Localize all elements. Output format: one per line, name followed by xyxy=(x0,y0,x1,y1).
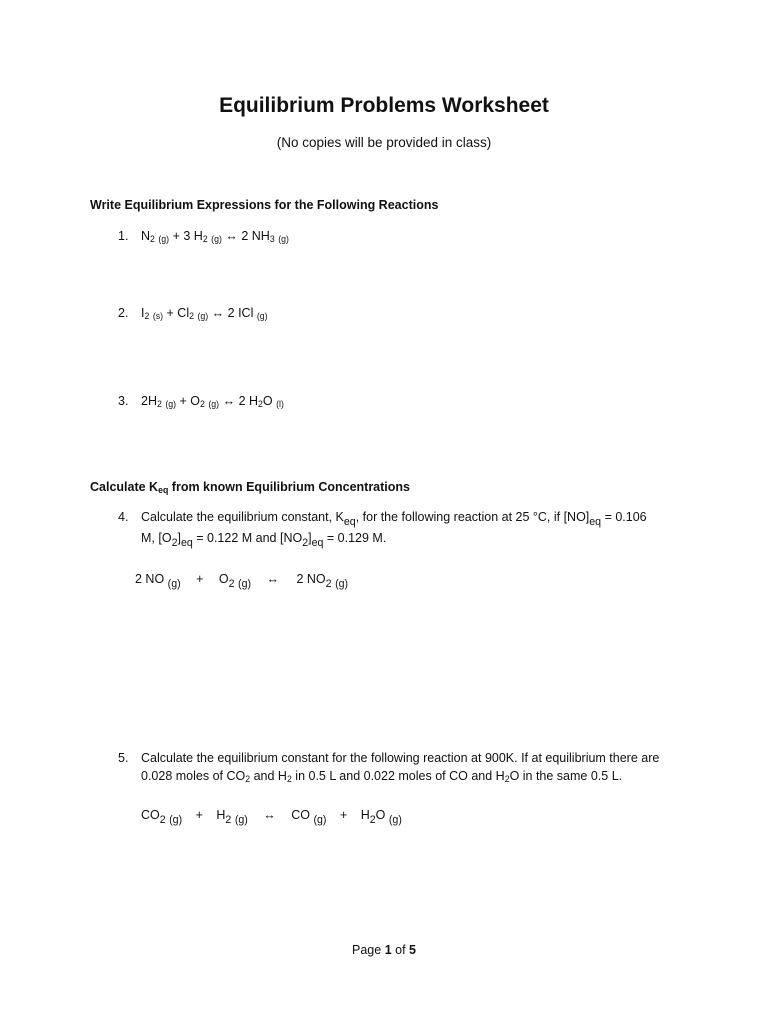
current-page-number: 1 xyxy=(384,943,392,957)
reactant-text: H xyxy=(216,808,226,822)
problem-number: 1. xyxy=(118,229,129,243)
problem-text: ] xyxy=(308,531,312,545)
phase-label: (g) xyxy=(256,311,268,321)
reaction-equation-3 xyxy=(141,394,284,408)
subscript: 2 xyxy=(200,399,205,409)
problem-4-line-1 xyxy=(141,510,647,528)
phase-label: (g) xyxy=(167,578,181,590)
problem-number: 5. xyxy=(118,751,129,765)
equilibrium-arrow: ↔ xyxy=(263,808,276,822)
product-text: H xyxy=(360,808,370,822)
problem-text: = 0.106 xyxy=(601,510,647,524)
section-heading-text: from known Equilibrium Concentrations xyxy=(168,480,410,494)
subscript: 2 xyxy=(286,774,292,784)
reactant-text: 2H xyxy=(141,394,157,408)
reaction-equation-2 xyxy=(141,306,268,320)
problem-number: 4. xyxy=(118,510,129,524)
subscript: 2 xyxy=(202,234,208,244)
phase-label: (g) xyxy=(158,234,170,244)
problem-text: = 0.129 M. xyxy=(323,531,387,545)
subscript: 2 xyxy=(171,537,178,549)
phase-label: (g) xyxy=(197,311,209,321)
subscript: eq xyxy=(311,537,324,549)
reaction-equation-5 xyxy=(141,808,402,826)
problem-5-line-1: Calculate the equilibrium constant for the following reaction at 900K. If at equilibrium there are xyxy=(141,751,660,765)
reactant-text: 2 NO xyxy=(135,572,165,586)
problem-text: Calculate the equilibrium constant, K xyxy=(141,510,344,524)
phase-label: (g) xyxy=(313,814,327,826)
problem-number: 3. xyxy=(118,394,129,408)
product-text: 2 NH xyxy=(241,229,270,243)
equilibrium-arrow: ↔ xyxy=(266,572,279,586)
page-title: Equilibrium Problems Worksheet xyxy=(219,94,549,117)
phase-label: (g) xyxy=(211,234,222,244)
subscript: 2 xyxy=(258,399,263,409)
reactant-text: N xyxy=(141,229,151,243)
phase-label: (g) xyxy=(165,399,177,409)
phase-label: (g) xyxy=(388,814,402,826)
operator-text: + O xyxy=(179,394,201,408)
total-pages: 5 xyxy=(409,943,416,957)
phase-label: (g) xyxy=(208,399,220,409)
reactant-text: I xyxy=(141,306,145,320)
section-heading-expressions: Write Equilibrium Expressions for the Following Reactions xyxy=(90,198,439,212)
phase-label: (g) xyxy=(335,578,349,590)
product-text: O xyxy=(262,394,273,408)
plus-sign: + xyxy=(196,572,204,586)
product-text: CO xyxy=(291,808,310,822)
phase-label: (g) xyxy=(234,814,248,826)
problem-number: 2. xyxy=(118,306,129,320)
footer-text: Page xyxy=(352,943,385,957)
product-text: 2 ICl xyxy=(227,306,254,320)
subscript: 2 xyxy=(189,311,194,321)
subscript: 2 xyxy=(325,578,332,590)
problem-text: 0.028 moles of CO xyxy=(141,769,246,783)
subscript: 2 xyxy=(225,814,232,826)
reaction-equation-4 xyxy=(135,572,349,590)
equilibrium-arrow: ↔ xyxy=(211,306,225,320)
problem-text: in 0.5 L and 0.022 moles of CO and H xyxy=(291,769,505,783)
page-subtitle: (No copies will be provided in class) xyxy=(276,135,492,150)
phase-label: (g) xyxy=(238,578,252,590)
page-footer xyxy=(0,943,768,957)
problem-text: O in the same 0.5 L. xyxy=(509,769,623,783)
phase-label: (g) xyxy=(169,814,183,826)
reaction-equation-1 xyxy=(141,229,289,243)
subscript: eq xyxy=(180,537,193,549)
plus-sign: + xyxy=(195,808,203,822)
operator-text: + Cl xyxy=(166,306,190,320)
problem-text: = 0.122 M and [NO xyxy=(192,531,303,545)
problem-text: M, [O xyxy=(141,531,172,545)
subscript: 2 xyxy=(159,814,166,826)
phase-label: (g) xyxy=(278,234,289,244)
problem-text: , for the following reaction at 25 °C, if [NO] xyxy=(355,510,590,524)
subscript: 2 xyxy=(245,774,251,784)
subscript: 2 xyxy=(369,814,376,826)
subscript: eq xyxy=(158,485,169,495)
problem-4-line-2 xyxy=(141,531,387,549)
reactant-text: O xyxy=(218,572,229,586)
subscript: 2 xyxy=(144,311,150,321)
subscript: 2 xyxy=(150,234,155,244)
equilibrium-arrow: ↔ xyxy=(225,229,238,243)
subscript: 3 xyxy=(269,234,275,244)
subscript: 2 xyxy=(504,774,510,784)
subscript: 2 xyxy=(156,399,162,409)
product-text: 2 H xyxy=(238,394,259,408)
subscript: 2 xyxy=(228,578,235,590)
equilibrium-arrow: ↔ xyxy=(222,394,236,408)
operator-text: + 3 H xyxy=(172,229,203,243)
problem-text: ] xyxy=(177,531,181,545)
subscript: eq xyxy=(589,516,602,528)
problem-5-line-2 xyxy=(141,769,622,783)
section-heading-keq xyxy=(90,480,410,494)
footer-text: of xyxy=(391,943,410,957)
section-heading-text: Calculate K xyxy=(90,480,159,494)
subscript: eq xyxy=(343,516,356,528)
problem-text: and H xyxy=(250,769,287,783)
product-text: 2 NO xyxy=(296,572,326,586)
phase-label: (l) xyxy=(276,399,284,409)
reactant-text: CO xyxy=(141,808,160,822)
phase-label: (s) xyxy=(152,311,164,321)
product-text: O xyxy=(375,808,386,822)
subscript: 2 xyxy=(302,537,309,549)
plus-sign: + xyxy=(339,808,348,822)
